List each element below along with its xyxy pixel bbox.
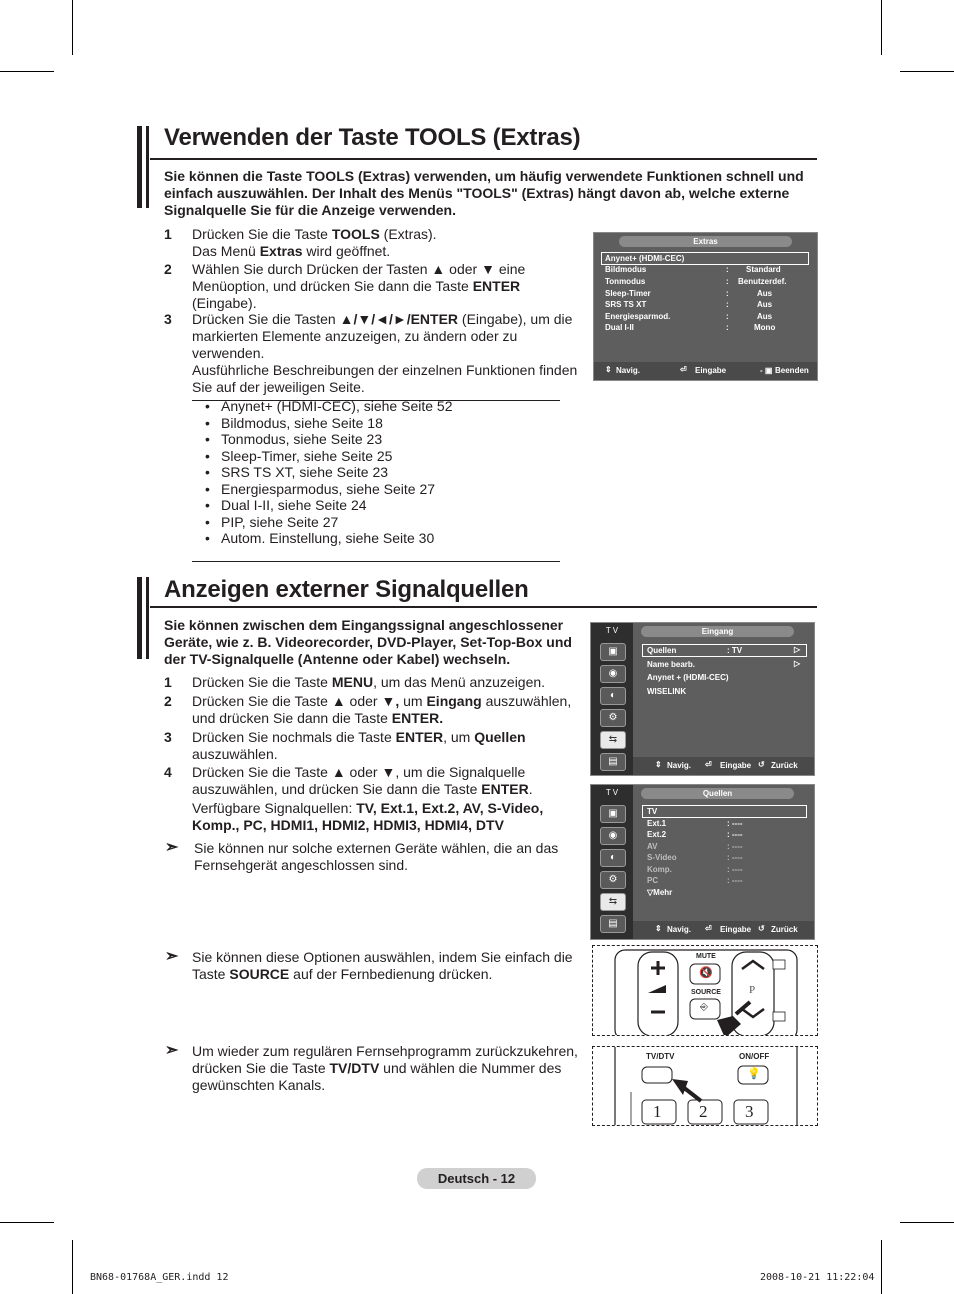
app-icon: ▤ [600, 753, 626, 771]
note-arrow-icon: ➣ [165, 839, 179, 856]
chevron-right-icon: ▷ [794, 659, 801, 668]
list-item: • Sleep-Timer, siehe Seite 25 [221, 448, 452, 465]
source-label: SOURCE [691, 989, 721, 996]
list-item: • SRS TS XT, siehe Seite 23 [221, 464, 452, 481]
source-icon: ⎆ [700, 1002, 708, 1013]
menu-sidebar: T V ▣ ◉ ◐ ⚙ ⇆ ▤ [591, 785, 633, 939]
app-icon: ▤ [600, 915, 626, 933]
print-slug-right: 2008-10-21 11:22:04 [760, 1272, 875, 1283]
updown-icon: ⇕ [655, 924, 662, 933]
list-item: • Tonmodus, siehe Seite 23 [221, 431, 452, 448]
quellen-menu: T V ▣ ◉ ◐ ⚙ ⇆ ▤ Quellen TV Ext.1 : ---- Ext.2 : ---- AV : ---- S-Video : ---- Komp. : ---- PC : ---- ▽Mehr ⇕ Navig. ⏎ Eingabe ↺ Zurück [590, 784, 815, 940]
list-item: • Autom. Einstellung, siehe Seite 30 [221, 530, 452, 547]
intro-sources: Sie können zwischen dem Eingangssignal angeschlossener Geräte, wie z. B. Videorecorder, DVD-Player, Set-Top-Box und der TV-Signalquelle (Antenne oder Kabel) wechseln. [164, 617, 572, 667]
extras-menu: Extras Anynet+ (HDMI-CEC) Bildmodus : Standard Tonmodus : Benutzerdef. Sleep-Timer : Aus SRS TS XT : Aus Energiesparmod. : Aus Dual I-II : Mono ⇕ Navig. ⏎ Eingabe - ▣ Beenden [593, 232, 818, 381]
mute-label: MUTE [696, 953, 716, 960]
key-1: 1 [653, 1102, 662, 1121]
key-2: 2 [699, 1102, 708, 1121]
title-rule [150, 158, 817, 160]
section-title-tools: Verwenden der Taste TOOLS (Extras) [164, 124, 581, 151]
sound-icon: ◉ [600, 827, 626, 845]
tvdtv-label: TV/DTV [646, 1052, 675, 1061]
intro-tools: Sie können die Taste TOOLS (Extras) verwenden, um häufig verwendete Funktionen schnell und einfach auszuwählen. Der Inhalt des Menüs "TOOLS" (Extras) hängt davon ab, welche externe Signalquelle Sie für die Anzeige verwenden. [164, 168, 804, 218]
exit-icon: - ▣ [760, 366, 773, 375]
note-connected: Sie können nur solche externen Geräte wählen, die an das Fernsehgerät angeschlossen sind. [194, 840, 559, 873]
note-source: Sie können diese Optionen auswählen, indem Sie einfach die Taste SOURCE auf der Fernbedienung drücken. [192, 949, 573, 982]
menu-footer: ⇕ Navig. ⏎ Eingabe ↺ Zurück [633, 757, 814, 775]
return-icon: ↺ [758, 760, 765, 769]
available-sources: Verfügbare Signalquellen: TV, Ext.1, Ext.2, AV, S-Video, Komp., PC, HDMI1, HDMI2, HDMI3, HDMI4, DTV [192, 800, 544, 833]
light-icon: 💡 [747, 1068, 761, 1080]
title-rule [150, 606, 817, 608]
input-icon: ⇆ [600, 731, 626, 749]
setup-icon: ⚙ [600, 871, 626, 889]
note-arrow-icon: ➣ [165, 1042, 179, 1059]
channel-icon: ◐ [600, 849, 626, 867]
page-number: Deutsch - 12 [417, 1168, 536, 1189]
enter-icon: ⏎ [705, 924, 712, 933]
updown-icon: ⇕ [605, 365, 612, 374]
sound-icon: ◉ [600, 665, 626, 683]
channel-icon: ◐ [600, 687, 626, 705]
p-label: P [749, 984, 756, 996]
menu-footer: ⇕ Navig. ⏎ Eingabe ↺ Zurück [633, 921, 814, 939]
menu-title: Eingang [641, 626, 794, 637]
print-slug-left: BN68-01768A_GER.indd 12 [90, 1272, 229, 1283]
chevron-right-icon: ▷ [794, 645, 801, 654]
feature-list [205, 398, 452, 547]
menu-footer: ⇕ Navig. ⏎ Eingabe - ▣ Beenden [594, 362, 817, 380]
onoff-label: ON/OFF [739, 1052, 770, 1061]
picture-icon: ▣ [600, 805, 626, 823]
key-3: 3 [745, 1102, 754, 1121]
bullets-bottom-rule [192, 561, 560, 562]
setup-icon: ⚙ [600, 709, 626, 727]
section-title-sources: Anzeigen externer Signalquellen [164, 576, 529, 603]
remote-tvdtv-illustration [592, 1046, 818, 1126]
list-item: • Anynet+ (HDMI-CEC), siehe Seite 52 [221, 398, 452, 415]
return-icon: ↺ [758, 924, 765, 933]
note-arrow-icon: ➣ [165, 948, 179, 965]
menu-sidebar: T V ▣ ◉ ◐ ⚙ ⇆ ▤ [591, 623, 633, 775]
remote-source-illustration [592, 945, 818, 1036]
picture-icon: ▣ [600, 643, 626, 661]
mute-icon: 🔇 [699, 967, 713, 979]
list-item: • Bildmodus, siehe Seite 18 [221, 415, 452, 432]
list-item: • PIP, siehe Seite 27 [221, 514, 452, 531]
menu-title: Quellen [641, 788, 794, 799]
input-icon: ⇆ [600, 893, 626, 911]
enter-icon: ⏎ [680, 365, 687, 374]
updown-icon: ⇕ [655, 760, 662, 769]
list-item: • Energiesparmodus, siehe Seite 27 [221, 481, 452, 498]
menu-selection [642, 805, 807, 818]
enter-icon: ⏎ [705, 760, 712, 769]
note-tvdtv: Um wieder zum regulären Fernsehprogramm zurückzukehren, drücken Sie die Taste TV/DTV und wählen die Nummer des gewünschten Kanals. [192, 1043, 578, 1093]
eingang-menu: T V ▣ ◉ ◐ ⚙ ⇆ ▤ Eingang Quellen : TV ▷ Name bearb. ▷ Anynet + (HDMI-CEC) WISELINK ⇕ Navig. ⏎ Eingabe ↺ Zurück [590, 622, 815, 776]
menu-title: Extras [619, 236, 792, 247]
list-item: • Dual I-II, siehe Seite 24 [221, 497, 452, 514]
